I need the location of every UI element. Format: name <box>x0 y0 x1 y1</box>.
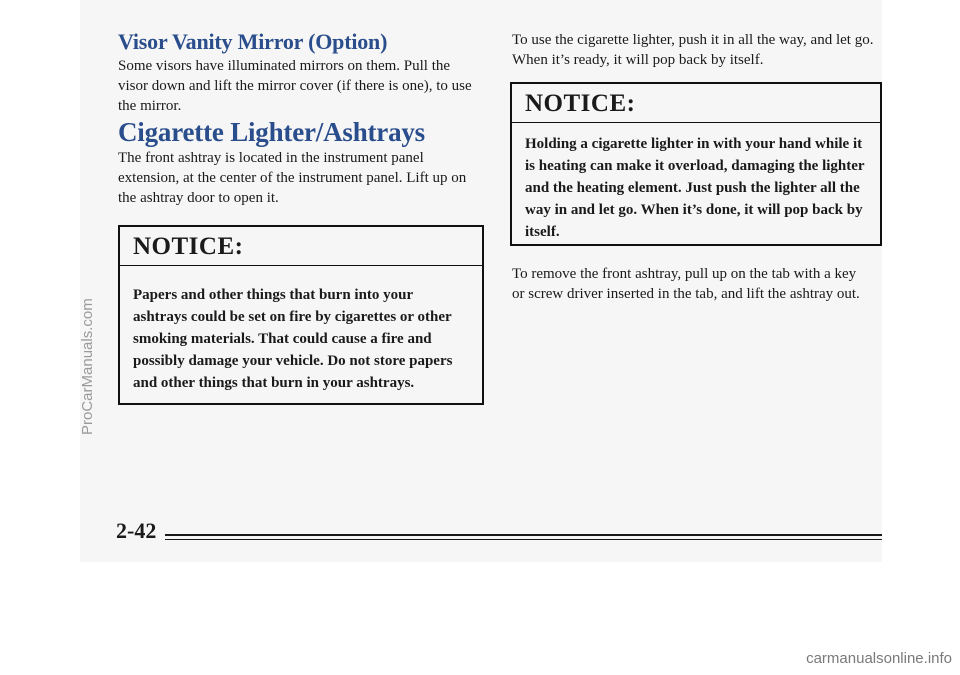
site-watermark[interactable]: carmanualsonline.info <box>806 650 952 667</box>
ashtray-location-text: The front ashtray is located in the instrument panel extension, at the center of the instrument panel. Lift up on the ashtray door to open it. <box>118 150 467 206</box>
visor-mirror-text: Some visors have illuminated mirrors on them. Pull the visor down and lift the mirror cover (if there is one), to use the mirror. <box>118 58 472 114</box>
right-column <box>512 30 880 70</box>
notice-text: Papers and other things that burn into your ashtrays could be set on fire by cigarettes or other smoking materials. That could cause a fire and possibly damage your vehicle. Do not store papers and other things that burn in your ashtrays. <box>133 287 453 391</box>
lighter-notice-box <box>510 82 882 246</box>
footer-rule-thin <box>165 539 882 540</box>
notice-heading: NOTICE: <box>120 227 482 266</box>
cigarette-lighter-heading: Cigarette Lighter/Ashtrays <box>118 117 425 147</box>
page-number: 2-42 <box>116 518 157 543</box>
visor-mirror-heading: Visor Vanity Mirror (Option) <box>118 29 388 54</box>
notice-text: Holding a cigarette lighter in with your hand while it is heating can make it overload, damaging the lighter and the heating element. Just push the lighter all the way in and let go. When it’s done, it will pop back by itself. <box>525 136 865 240</box>
watermark-text: ProCarManuals.com <box>79 298 96 435</box>
ashtray-removal-text: To remove the front ashtray, pull up on the tab with a key or screw driver inserted in the tab, and lift the ashtray out. <box>512 266 860 302</box>
left-column <box>118 28 480 208</box>
footer-rule <box>165 534 882 536</box>
lighter-usage-text: To use the cigarette lighter, push it in all the way, and let go. When it’s ready, it will pop back by itself. <box>512 32 874 68</box>
ashtray-notice-box <box>118 225 484 405</box>
notice-heading: NOTICE: <box>512 84 880 123</box>
